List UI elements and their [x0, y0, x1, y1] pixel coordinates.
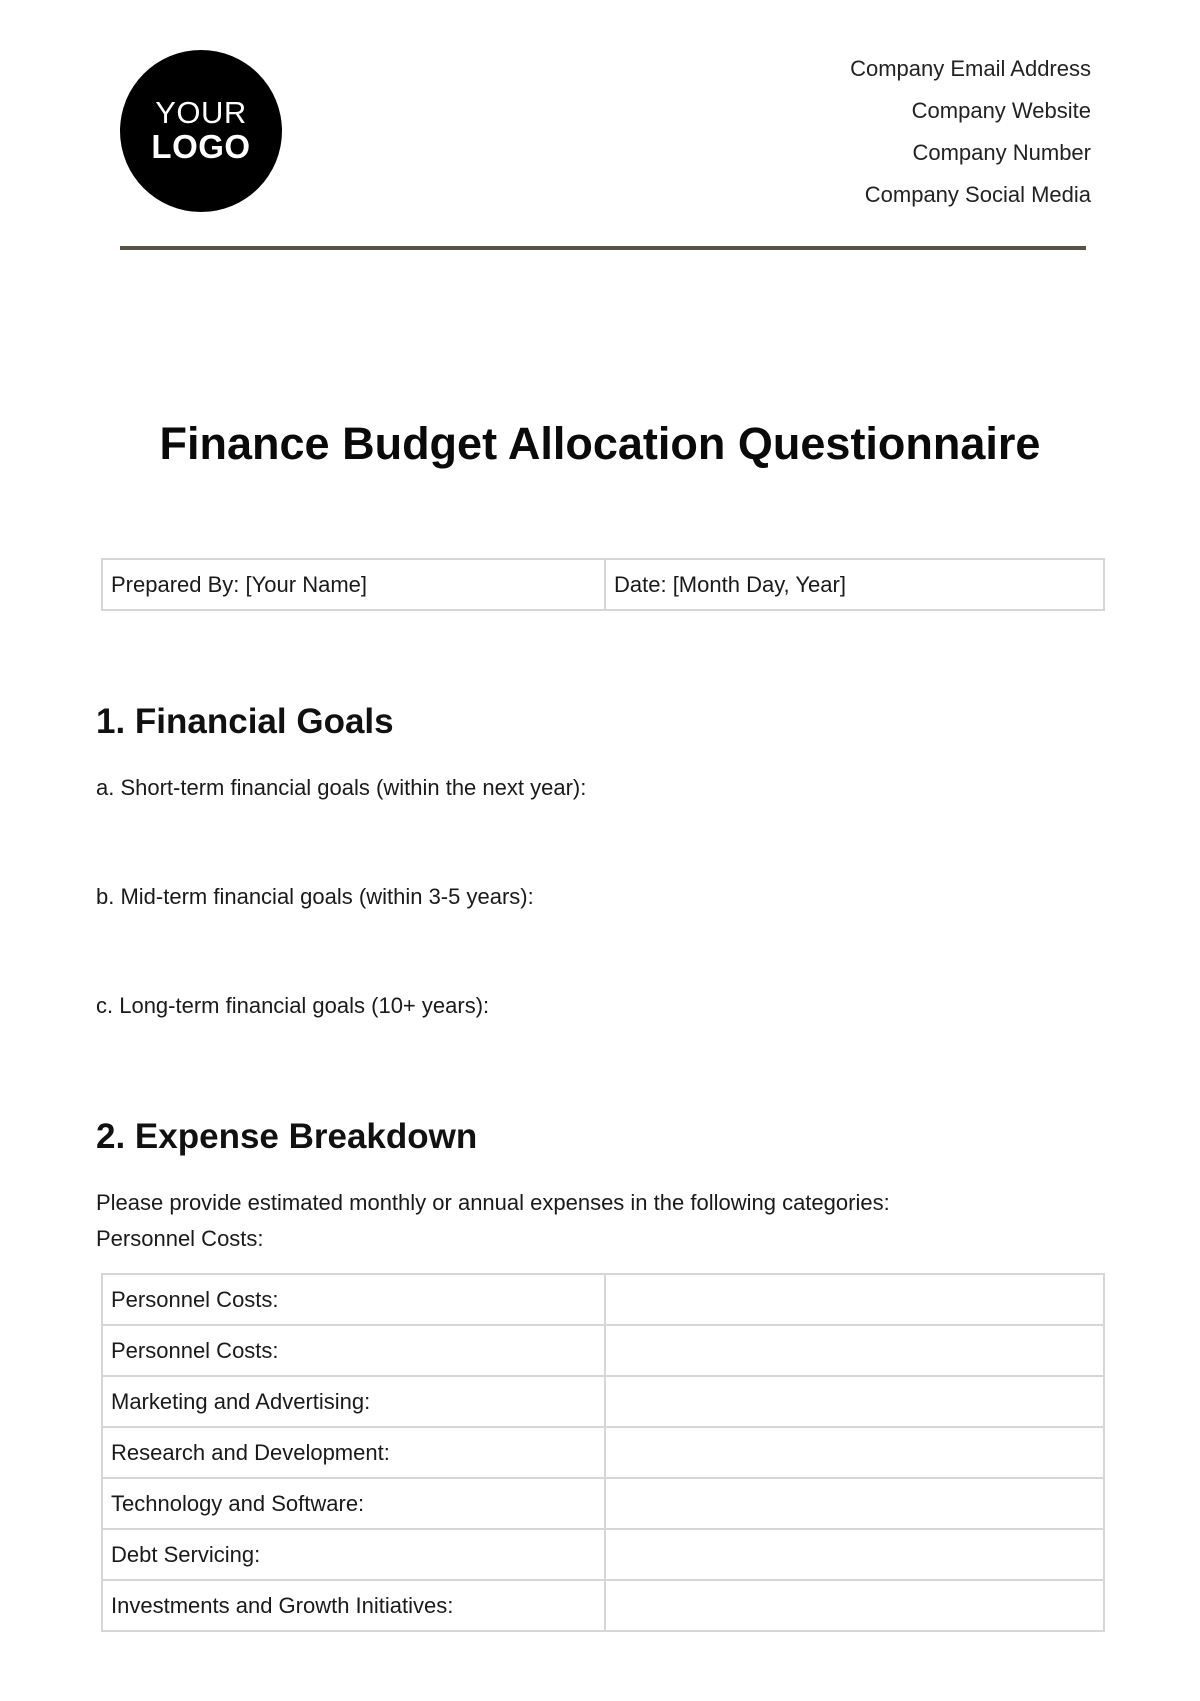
document-title: Finance Budget Allocation Questionnaire: [159, 418, 1041, 469]
expense-row: [102, 1325, 1104, 1376]
meta-row: [102, 559, 1104, 610]
expense-amount-field[interactable]: [605, 1580, 1104, 1631]
expense-row: [102, 1427, 1104, 1478]
expense-category-label: Marketing and Advertising:: [102, 1376, 605, 1427]
company-contact-block: [850, 52, 1091, 220]
logo-text-line1: YOUR: [155, 95, 247, 131]
expense-amount-field[interactable]: [605, 1376, 1104, 1427]
company-logo: [120, 50, 282, 212]
logo-text-line2: LOGO: [151, 127, 251, 165]
expense-subtext: Personnel Costs:: [96, 1226, 264, 1251]
question-mid-term-goals: b. Mid-term financial goals (within 3-5 years):: [96, 884, 534, 909]
expense-amount-field[interactable]: [605, 1529, 1104, 1580]
expense-instruction: Please provide estimated monthly or annual expenses in the following categories:: [96, 1190, 890, 1215]
expense-row: [102, 1274, 1104, 1325]
date-cell[interactable]: Date: [Month Day, Year]: [605, 559, 1104, 610]
expense-category-label: Research and Development:: [102, 1427, 605, 1478]
question-short-term-goals: a. Short-term financial goals (within the next year):: [96, 775, 587, 800]
expense-category-label: Debt Servicing:: [102, 1529, 605, 1580]
expense-row: [102, 1529, 1104, 1580]
expense-amount-field[interactable]: [605, 1427, 1104, 1478]
expense-row: [102, 1580, 1104, 1631]
section-financial-goals-heading: 1. Financial Goals: [96, 702, 394, 741]
expense-category-label: Investments and Growth Initiatives:: [102, 1580, 605, 1631]
company-number: Company Number: [912, 140, 1091, 165]
expense-amount-field[interactable]: [605, 1274, 1104, 1325]
expense-category-label: Technology and Software:: [102, 1478, 605, 1529]
expense-category-label: Personnel Costs:: [102, 1274, 605, 1325]
company-social-media: Company Social Media: [864, 182, 1091, 207]
company-website: Company Website: [911, 98, 1091, 123]
prepared-by-cell[interactable]: Prepared By: [Your Name]: [102, 559, 605, 610]
expense-row: [102, 1478, 1104, 1529]
expense-amount-field[interactable]: [605, 1478, 1104, 1529]
expense-amount-field[interactable]: [605, 1325, 1104, 1376]
company-email: Company Email Address: [850, 56, 1091, 81]
expense-row: [102, 1376, 1104, 1427]
expense-category-label: Personnel Costs:: [102, 1325, 605, 1376]
expense-table: [101, 1273, 1105, 1632]
header-divider: [120, 246, 1086, 250]
section-expense-breakdown-heading: 2. Expense Breakdown: [96, 1117, 478, 1156]
meta-table: [101, 558, 1105, 611]
question-long-term-goals: c. Long-term financial goals (10+ years):: [96, 993, 490, 1018]
